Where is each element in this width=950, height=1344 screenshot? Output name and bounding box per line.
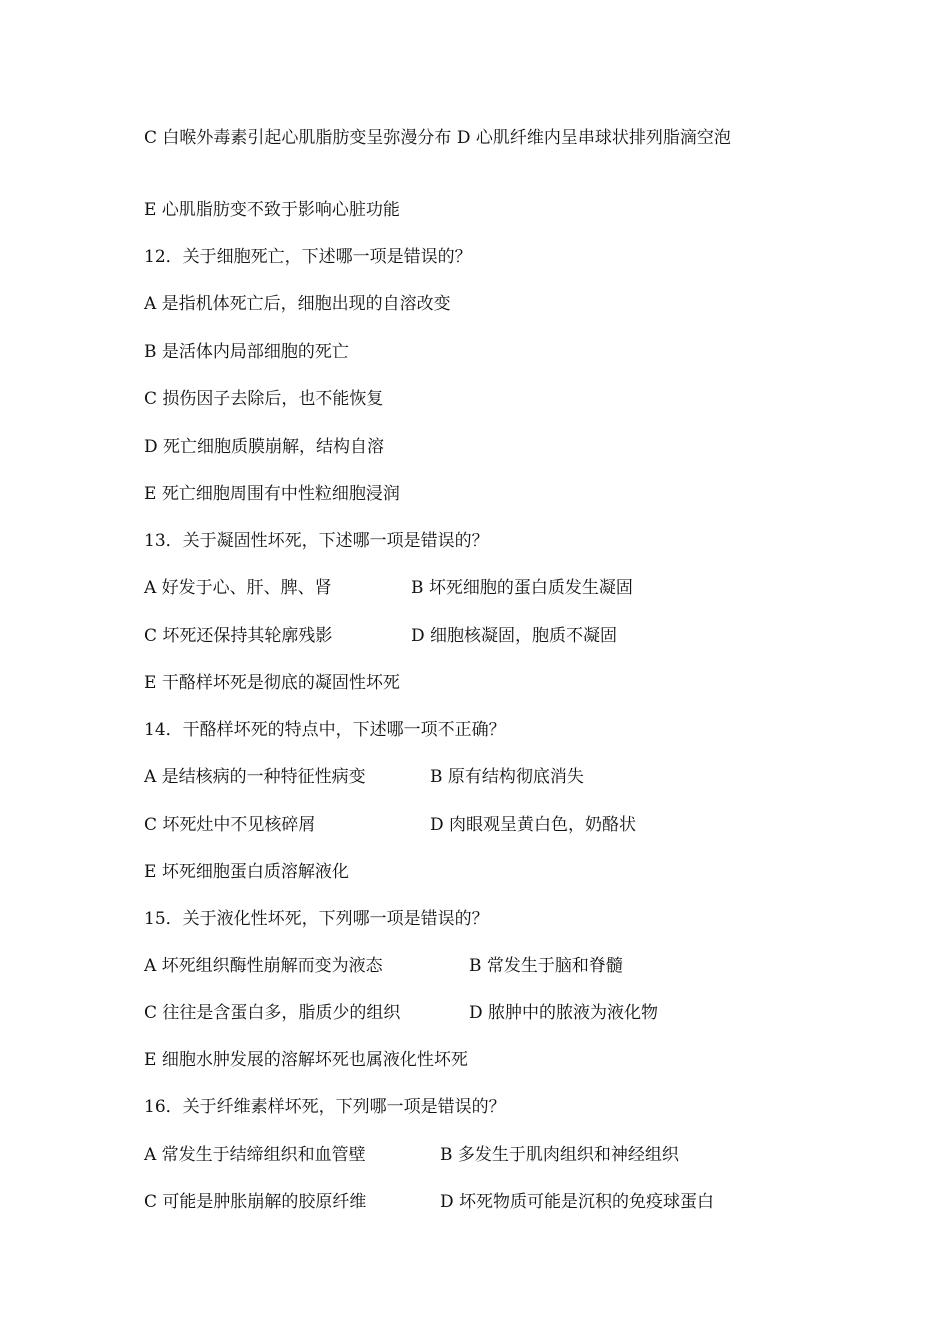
- q12-option-c: C 损伤因子去除后，也不能恢复: [144, 389, 384, 409]
- q14-option-c: C 坏死灶中不见核碎屑: [144, 815, 316, 835]
- q14-option-e: E 坏死细胞蛋白质溶解液化: [144, 862, 349, 882]
- q12-option-e: E 死亡细胞周围有中性粒细胞浸润: [144, 484, 400, 504]
- q15-option-e: E 细胞水肿发展的溶解坏死也属液化性坏死: [144, 1050, 468, 1070]
- q14-option-a: A 是结核病的一种特征性病变: [144, 767, 366, 787]
- q16-option-b: B 多发生于肌肉组织和神经组织: [440, 1145, 679, 1165]
- q15-option-d: D 脓肿中的脓液为液化物: [469, 1003, 659, 1023]
- q13-option-e: E 干酪样坏死是彻底的凝固性坏死: [144, 673, 400, 693]
- q12-option-d: D 死亡细胞质膜崩解，结构自溶: [144, 437, 385, 457]
- q14-question: 14．干酪样坏死的特点中，下述哪一项不正确？: [144, 720, 506, 740]
- q15-question: 15．关于液化性坏死，下列哪一项是错误的？: [144, 909, 489, 929]
- q15-option-b: B 常发生于脑和脊髓: [469, 956, 623, 976]
- q14-option-b: B 原有结构彻底消失: [430, 767, 584, 787]
- q12-question: 12．关于细胞死亡，下述哪一项是错误的？: [144, 247, 472, 267]
- q13-question: 13．关于凝固性坏死，下述哪一项是错误的？: [144, 531, 489, 551]
- q12-option-b: B 是活体内局部细胞的死亡: [144, 342, 349, 362]
- q16-option-a: A 常发生于结缔组织和血管壁: [144, 1145, 366, 1165]
- q15-option-c: C 往往是含蛋白多，脂质少的组织: [144, 1003, 401, 1023]
- q14-option-d: D 肉眼观呈黄白色，奶酪状: [430, 815, 637, 835]
- q15-option-a: A 坏死组织酶性崩解而变为液态: [144, 956, 383, 976]
- q13-option-b: B 坏死细胞的蛋白质发生凝固: [411, 578, 633, 598]
- q12-option-a: A 是指机体死亡后，细胞出现的自溶改变: [144, 294, 451, 314]
- q13-option-d: D 细胞核凝固，胞质不凝固: [411, 626, 618, 646]
- q16-question: 16．关于纤维素样坏死，下列哪一项是错误的？: [144, 1097, 506, 1117]
- q13-option-a: A 好发于心、肝、脾、肾: [144, 578, 332, 598]
- q16-option-d: D 坏死物质可能是沉积的免疫球蛋白: [440, 1192, 715, 1212]
- q11-option-cd: C 白喉外毒素引起心肌脂肪变呈弥漫分布 D 心肌纤维内呈串球状排列脂滴空泡: [144, 128, 731, 148]
- q13-option-c: C 坏死还保持其轮廓残影: [144, 626, 333, 646]
- q11-option-e: E 心肌脂肪变不致于影响心脏功能: [144, 200, 400, 220]
- q16-option-c: C 可能是肿胀崩解的胶原纤维: [144, 1192, 367, 1212]
